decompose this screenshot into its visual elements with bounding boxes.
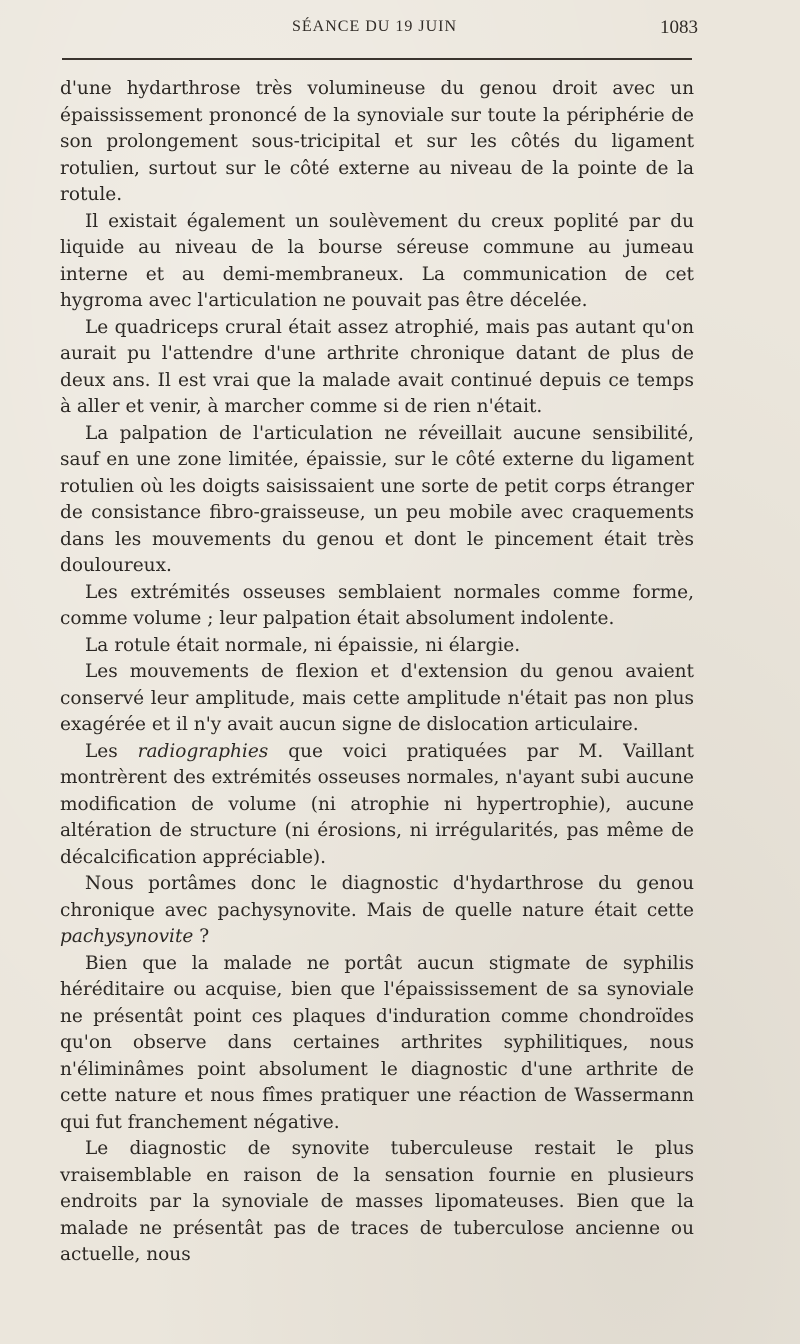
page-number: 1083 bbox=[660, 17, 698, 38]
running-head: SÉANCE DU 19 JUIN bbox=[292, 18, 457, 35]
paragraph-syphilis: Bien que la malade ne portât aucun stigmate de syphilis héréditaire ou acquise, bien que l'épaississement de sa synoviale ne présentât point ces plaques d'induration comme chondroïdes qu'on observe dans certaines arthrites syphilitiques, nous n'éliminâmes point absolument le diagnostic d'une arthrite de cette nature et nous fîmes pratiquer une réaction de Wassermann qui fut franchement négative. bbox=[60, 952, 694, 1133]
diagnostic-text-before: Nous portâmes donc le diagnostic d'hydarthrose du genou chronique avec pachysynovite. Mais de quelle nature était cette bbox=[60, 873, 694, 921]
paragraph-radiographies bbox=[60, 739, 694, 872]
paragraph-mouvements: Les mouvements de flexion et d'extension du genou avaient conservé leur amplitude, mais cette amplitude n'était pas non plus exagérée et il n'y avait aucun signe de dislocation articulaire. bbox=[60, 661, 694, 735]
paragraph-tuberculose: Le diagnostic de synovite tuberculeuse restait le plus vraisemblable en raison de la sensation fournie en plusieurs endroits par la synoviale de masses lipomateuses. Bien que la malade ne présentât pas de traces de tuberculose ancienne ou actuelle, nous bbox=[60, 1138, 694, 1265]
paragraph-extremites: Les extrémités osseuses semblaient normales comme forme, comme volume ; leur palpation était absolument indolente. bbox=[60, 581, 694, 629]
page-header bbox=[62, 17, 698, 44]
body-text bbox=[60, 76, 694, 1269]
radiographies-text-before: Les bbox=[85, 740, 138, 762]
pachysynovite-italic: pachysynovite bbox=[60, 926, 194, 947]
radiographies-text-after: que voici pratiquées par M. Vaillant montrèrent des extrémités osseuses normales, n'ayant subi aucune modification de volume (ni atrophie ni hypertrophie), aucune altération de structure (ni érosions, ni irrégularités, pas même de décalcification appréciable). bbox=[60, 740, 694, 868]
paragraph-quadriceps: Le quadriceps crural était assez atrophié, mais pas autant qu'on aurait pu l'attendre d'une arthrite chronique datant de plus de deux ans. Il est vrai que la malade avait continué depuis ce temps à aller et venir, à marcher comme si de rien n'était. bbox=[60, 316, 694, 417]
paragraph-rotule: La rotule était normale, ni épaissie, ni élargie. bbox=[85, 634, 521, 656]
paragraph-hygroma: Il existait également un soulèvement du creux poplité par du liquide au niveau de la bourse séreuse commune au jumeau interne et au demi-membraneux. La communication de cet hygroma avec l'articulation ne pouvait pas être décelée. bbox=[60, 210, 694, 311]
header-rule bbox=[62, 58, 692, 60]
radiographies-italic: radiographies bbox=[137, 740, 269, 762]
paragraph-diagnostic bbox=[60, 871, 694, 951]
diagnostic-text-after: ? bbox=[193, 926, 210, 947]
paragraph-palpation: La palpation de l'articulation ne réveillait aucune sensibilité, sauf en une zone limitée, épaissie, sur le côté externe du ligament rotulien où les doigts saisissaient une sorte de petit corps étranger de consistance fibro-graisseuse, un peu mobile avec craquements dans les mouvements du genou et dont le pincement était très douloureux. bbox=[60, 422, 694, 576]
paragraph-continuation: d'une hydarthrose très volumineuse du genou droit avec un épaississement prononcé de la synoviale sur toute la périphérie de son prolongement sous-tricipital et sur les côtés du ligament rotulien, surtout sur le côté externe au niveau de la pointe de la rotule. bbox=[60, 78, 694, 205]
